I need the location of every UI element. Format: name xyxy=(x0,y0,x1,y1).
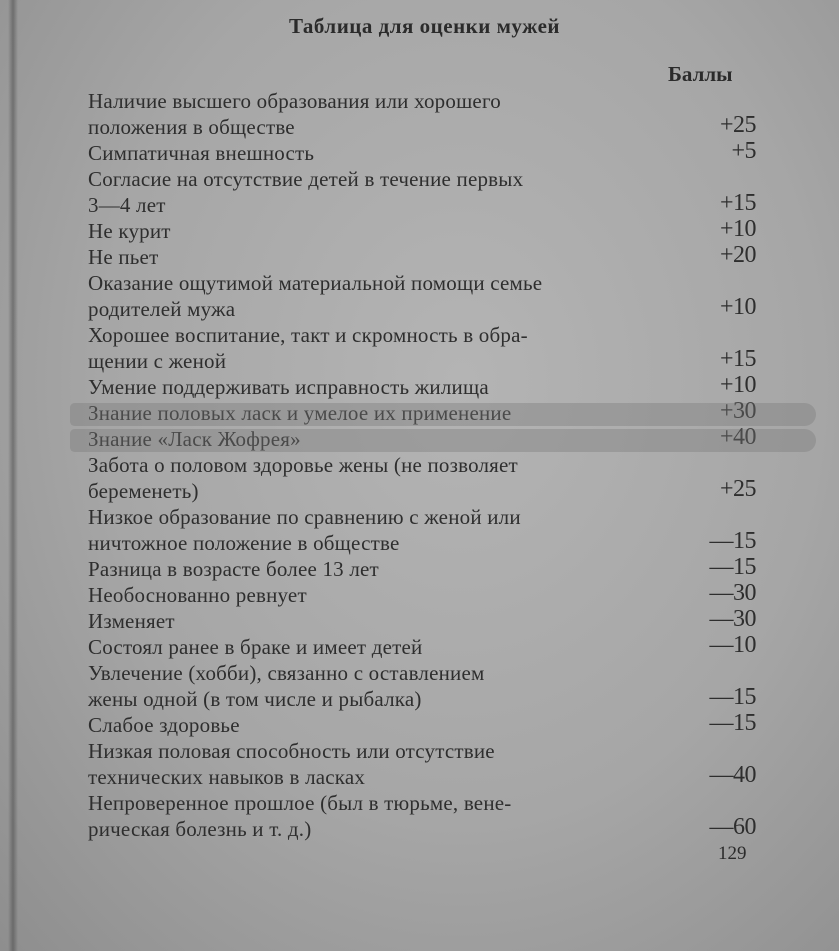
criterion-line: технических навыков в ласках xyxy=(88,765,366,789)
score-value: +20 xyxy=(719,242,756,268)
score-value: +30 xyxy=(719,398,756,424)
criterion-line: Не пьет xyxy=(88,245,159,269)
table-row xyxy=(88,322,768,374)
table-row xyxy=(88,452,768,504)
criterion-line: Состоял ранее в браке и имеет детей xyxy=(88,635,423,659)
page-fold-shadow xyxy=(8,0,18,951)
criterion-line: Непроверенное прошлое (был в тюрьме, вене- xyxy=(88,791,512,815)
criterion-line: Необоснованно ревнует xyxy=(88,583,307,607)
criterion-line: Знание половых ласк и умелое их применение xyxy=(88,401,512,425)
table-row xyxy=(88,634,768,660)
criterion-text xyxy=(88,634,663,660)
criterion-line: 3—4 лет xyxy=(88,193,166,217)
criterion-line: Разница в возрасте более 13 лет xyxy=(88,557,379,581)
criterion-line: щении с женой xyxy=(88,349,227,373)
criterion-text xyxy=(88,218,663,244)
criterion-line: Наличие высшего образования или хорошего xyxy=(88,89,501,113)
score-column-header: Баллы xyxy=(668,62,733,86)
criterion-text xyxy=(88,140,663,166)
page-number: 129 xyxy=(718,843,747,864)
criterion-text xyxy=(88,166,663,218)
scoring-table xyxy=(88,88,768,842)
criterion-line: родителей мужа xyxy=(88,297,236,321)
score-value: +10 xyxy=(719,216,756,242)
criterion-text xyxy=(88,504,663,556)
criterion-line: беременеть) xyxy=(88,479,199,503)
table-row xyxy=(88,738,768,790)
table-row xyxy=(88,374,768,400)
criterion-text xyxy=(88,88,663,140)
score-value: +25 xyxy=(719,476,756,502)
score-value: +15 xyxy=(719,346,756,372)
criterion-text xyxy=(88,244,663,270)
table-row xyxy=(88,504,768,556)
criterion-line: Умение поддерживать исправность жилища xyxy=(88,375,489,399)
criterion-line: Симпатичная внешность xyxy=(88,141,315,165)
table-row xyxy=(88,790,768,842)
score-value: —30 xyxy=(709,580,756,606)
table-row xyxy=(88,712,768,738)
table-row xyxy=(88,218,768,244)
criterion-line: Увлечение (хобби), связанно с оставлением xyxy=(88,661,485,685)
criterion-text xyxy=(88,582,663,608)
criterion-line: Хорошее воспитание, такт и скромность в обра- xyxy=(88,323,528,347)
criterion-line: Забота о половом здоровье жены (не позволяет xyxy=(88,453,518,477)
score-value: —40 xyxy=(709,762,756,788)
criterion-line: Знание «Ласк Жофрея» xyxy=(88,427,301,451)
table-row xyxy=(88,582,768,608)
criterion-text xyxy=(88,790,663,842)
criterion-text xyxy=(88,660,663,712)
criterion-line: Согласие на отсутствие детей в течение первых xyxy=(88,167,524,191)
table-row xyxy=(88,608,768,634)
score-value: —30 xyxy=(709,606,756,632)
criterion-text xyxy=(88,608,663,634)
table-row xyxy=(88,660,768,712)
table-title: Таблица для оценки мужей xyxy=(288,14,561,38)
criterion-text xyxy=(88,452,663,504)
table-row xyxy=(88,244,768,270)
criterion-line: ничтожное положение в обществе xyxy=(88,531,400,555)
criterion-text xyxy=(88,374,663,400)
score-value: —15 xyxy=(709,554,756,580)
criterion-text xyxy=(88,712,663,738)
criterion-text xyxy=(88,270,663,322)
table-row xyxy=(88,426,768,452)
criterion-text xyxy=(88,556,663,582)
score-value: —60 xyxy=(709,814,756,840)
score-value: —15 xyxy=(709,684,756,710)
criterion-line: Не курит xyxy=(88,219,171,243)
score-value: +10 xyxy=(719,294,756,320)
score-value: +5 xyxy=(731,138,756,164)
criterion-line: жены одной (в том числе и рыбалка) xyxy=(88,687,422,711)
table-row xyxy=(88,88,768,140)
criterion-line: Низкое образование по сравнению с женой или xyxy=(88,505,521,529)
table-row xyxy=(88,400,768,426)
table-row xyxy=(88,140,768,166)
table-row xyxy=(88,270,768,322)
criterion-line: Изменяет xyxy=(88,609,175,633)
score-value: +25 xyxy=(719,112,756,138)
criterion-line: Низкая половая способность или отсутствие xyxy=(88,739,495,763)
score-value: +40 xyxy=(719,424,756,450)
criterion-text xyxy=(88,426,663,452)
criterion-text xyxy=(88,400,663,426)
score-value: +15 xyxy=(719,190,756,216)
criterion-text xyxy=(88,322,663,374)
criterion-text xyxy=(88,738,663,790)
score-value: —15 xyxy=(709,528,756,554)
score-value: +10 xyxy=(719,372,756,398)
table-row xyxy=(88,166,768,218)
criterion-line: рическая болезнь и т. д.) xyxy=(88,817,312,841)
criterion-line: Слабое здоровье xyxy=(88,713,240,737)
criterion-line: Оказание ощутимой материальной помощи семье xyxy=(88,271,543,295)
score-value: —15 xyxy=(709,710,756,736)
table-row xyxy=(88,556,768,582)
score-value: —10 xyxy=(709,632,756,658)
criterion-line: положения в обществе xyxy=(88,115,295,139)
